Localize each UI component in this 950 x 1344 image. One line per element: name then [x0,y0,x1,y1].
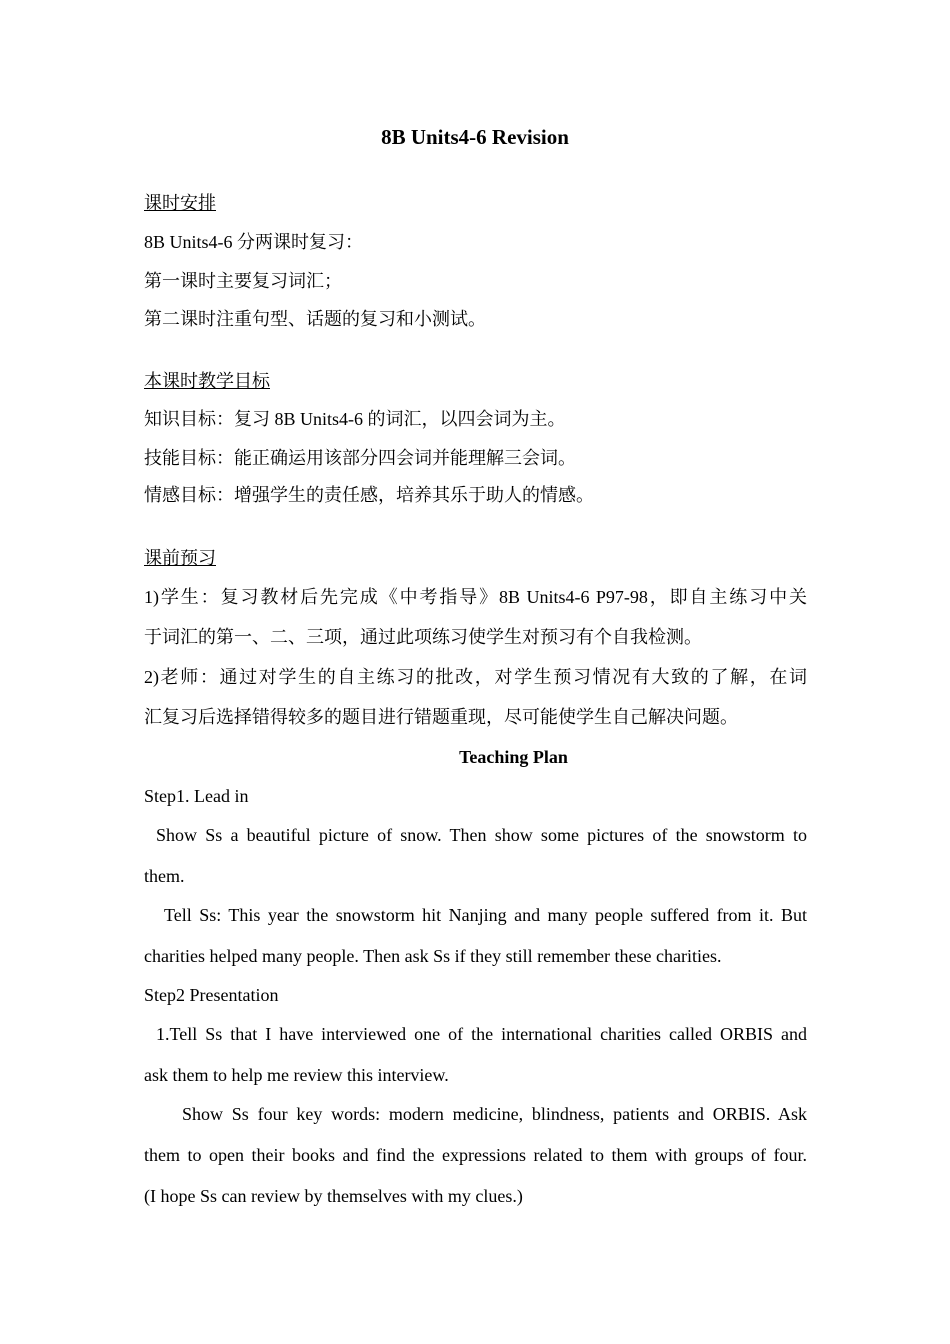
step1-label: Step1. Lead in [144,786,249,806]
step1-line-4: charities helped many people. Then ask Ss if they still remember these charities. [144,946,722,966]
step2-line-4: them to open their books and find the expressions related to them with groups of four. [144,1145,807,1165]
step2-line-5: (I hope Ss can review by themselves with my clues.) [144,1186,523,1206]
preview-heading: 课前预习 [144,548,216,568]
objective-emotion: 情感目标：增强学生的责任感，培养其乐于助人的情感。 [144,485,594,505]
step1-line-1: Show Ss a beautiful picture of snow. Then show some pictures of the snowstorm to [156,825,807,845]
objective-knowledge: 知识目标：复习 8B Units4-6 的词汇，以四会词为主。 [144,409,566,429]
step1-line-3: Tell Ss: This year the snowstorm hit Nanjing and many people suffered from it. But [164,905,807,925]
step2-line-2: ask them to help me review this interview. [144,1065,449,1085]
step2-line-3: Show Ss four key words: modern medicine, blindness, patients and ORBIS. Ask [182,1104,807,1124]
document-title: 8B Units4-6 Revision [381,125,569,149]
preview-teacher-line-1: 2)老师：通过对学生的自主练习的批改，对学生预习情况有大致的了解，在词 [144,667,807,687]
teaching-plan-heading: Teaching Plan [459,747,568,767]
schedule-line-1: 8B Units4-6 分两课时复习： [144,232,364,252]
schedule-line-3: 第二课时注重句型、话题的复习和小测试。 [144,309,486,329]
schedule-line-2: 第一课时主要复习词汇； [144,271,342,291]
step2-line-1: 1.Tell Ss that I have interviewed one of the international charities called ORBIS and [156,1024,807,1044]
objectives-heading: 本课时教学目标 [144,371,270,391]
preview-student-line-2: 于词汇的第一、二、三项，通过此项练习使学生对预习有个自我检测。 [144,627,702,647]
preview-teacher-line-2: 汇复习后选择错得较多的题目进行错题重现，尽可能使学生自己解决问题。 [144,707,738,727]
step2-label: Step2 Presentation [144,985,279,1005]
schedule-heading: 课时安排 [144,193,216,213]
step1-line-2: them. [144,866,185,886]
objective-skills: 技能目标：能正确运用该部分四会词并能理解三会词。 [144,448,576,468]
preview-student-line-1: 1)学生：复习教材后先完成《中考指导》8B Units4-6 P97-98，即自主练习中关 [144,587,807,607]
